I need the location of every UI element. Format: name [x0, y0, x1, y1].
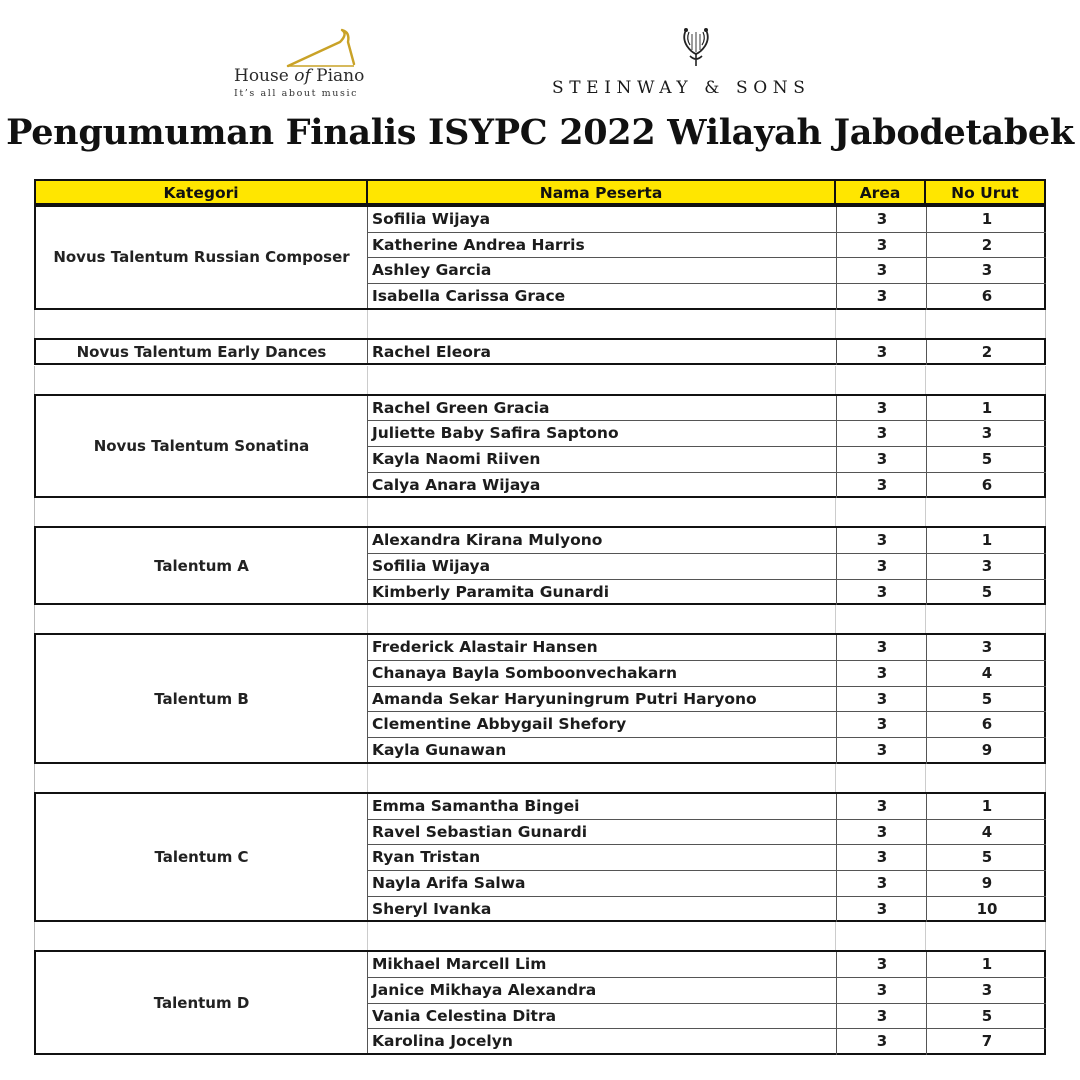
no-urut-value: 3	[926, 421, 1047, 446]
table-row	[368, 897, 1046, 923]
table-row	[368, 738, 1046, 764]
house-of-piano-name: House of Piano	[234, 66, 365, 86]
no-urut-value: 1	[926, 396, 1047, 421]
table-row	[368, 978, 1046, 1004]
column-header-area: Area	[836, 181, 926, 207]
page-title: Pengumuman Finalis ISYPC 2022 Wilayah Jabodetabek	[6, 112, 1074, 153]
participant-name: Vania Celestina Ditra	[372, 1006, 557, 1025]
no-urut-value: 9	[926, 738, 1047, 764]
participant-name: Rachel Green Gracia	[372, 398, 550, 417]
house-of-piano-tagline: It’s all about music	[234, 88, 359, 99]
no-urut-value: 5	[926, 687, 1047, 712]
no-urut-value: 9	[926, 871, 1047, 896]
spacer-row	[34, 764, 1046, 792]
participant-name: Kimberly Paramita Gunardi	[372, 582, 610, 601]
participant-name: Clementine Abbygail Shefory	[372, 715, 627, 734]
area-value: 3	[836, 820, 927, 845]
area-value: 3	[836, 661, 927, 686]
category-group	[34, 205, 1046, 310]
area-value: 3	[836, 635, 927, 660]
participant-name: Nayla Arifa Salwa	[372, 873, 526, 892]
participant-name: Ashley Garcia	[372, 261, 492, 280]
area-value: 3	[836, 687, 927, 712]
participant-name: Kayla Gunawan	[372, 741, 507, 760]
table-row	[368, 580, 1046, 606]
no-urut-value: 5	[926, 580, 1047, 606]
area-value: 3	[836, 845, 927, 870]
lyre-icon	[678, 26, 714, 68]
no-urut-value: 10	[926, 897, 1047, 923]
no-urut-value: 5	[926, 845, 1047, 870]
table-row	[368, 712, 1046, 738]
area-value: 3	[836, 738, 927, 764]
no-urut-value: 3	[926, 978, 1047, 1003]
column-header-kategori: Kategori	[36, 181, 368, 207]
area-value: 3	[836, 952, 927, 977]
category-cell: Talentum C	[36, 794, 368, 921]
table-row	[368, 258, 1046, 284]
no-urut-value: 2	[926, 233, 1047, 258]
area-value: 3	[836, 528, 927, 553]
table-row	[368, 207, 1046, 233]
participant-name: Sofilia Wijaya	[372, 556, 491, 575]
participant-name: Sofilia Wijaya	[372, 210, 491, 228]
category-cell: Talentum B	[36, 635, 368, 762]
area-value: 3	[836, 473, 927, 499]
no-urut-value: 7	[926, 1029, 1047, 1055]
participant-name: Emma Samantha Bingei	[372, 796, 580, 815]
participant-name: Chanaya Bayla Somboonvechakarn	[372, 664, 678, 683]
participant-name: Calya Anara Wijaya	[372, 475, 541, 494]
table-row	[368, 528, 1046, 554]
table-row	[368, 421, 1046, 447]
participant-name: Sheryl Ivanka	[372, 899, 492, 918]
participant-name: Mikhael Marcell Lim	[372, 955, 547, 974]
table-row	[368, 473, 1046, 499]
table-row	[368, 284, 1046, 310]
table-row	[368, 635, 1046, 661]
area-value: 3	[836, 284, 927, 310]
no-urut-value: 5	[926, 447, 1047, 472]
steinway-logo	[540, 26, 860, 101]
table-row	[368, 1029, 1046, 1055]
participant-name: Alexandra Kirana Mulyono	[372, 531, 603, 550]
category-group	[34, 950, 1046, 1055]
no-urut-value: 1	[926, 794, 1047, 819]
area-value: 3	[836, 421, 927, 446]
area-value: 3	[836, 447, 927, 472]
column-header-no-urut: No Urut	[951, 184, 1019, 202]
no-urut-value: 1	[926, 528, 1047, 553]
spacer-row	[34, 605, 1046, 633]
category-cell: Novus Talentum Russian Composer	[36, 207, 368, 308]
participant-name: Katherine Andrea Harris	[372, 235, 585, 254]
table-row	[368, 820, 1046, 846]
category-cell: Novus Talentum Early Dances	[36, 340, 368, 364]
no-urut-value: 2	[926, 340, 1047, 366]
house-of-piano-logo	[230, 28, 380, 104]
participant-name: Isabella Carissa Grace	[372, 287, 566, 306]
no-urut-value: 4	[926, 820, 1047, 845]
table-header	[34, 179, 1046, 205]
category-cell: Talentum D	[36, 952, 368, 1053]
area-value: 3	[836, 233, 927, 258]
table-row	[368, 687, 1046, 713]
area-value: 3	[836, 897, 927, 923]
no-urut-value: 6	[926, 712, 1047, 737]
category-group	[34, 633, 1046, 764]
table-row	[368, 871, 1046, 897]
no-urut-value: 1	[926, 207, 1047, 232]
participant-name: Ryan Tristan	[372, 848, 481, 867]
table-row	[368, 396, 1046, 422]
category-cell: Novus Talentum Sonatina	[36, 396, 368, 497]
area-value: 3	[836, 1004, 927, 1029]
area-value: 3	[836, 871, 927, 896]
spacer-row	[34, 310, 1046, 338]
area-value: 3	[836, 554, 927, 579]
steinway-wordmark: STEINWAY & SONS	[552, 78, 811, 98]
no-urut-value: 5	[926, 1004, 1047, 1029]
no-urut-value: 1	[926, 952, 1047, 977]
category-group	[34, 792, 1046, 923]
table-row	[368, 845, 1046, 871]
spacer-row	[34, 366, 1046, 394]
participant-name: Amanda Sekar Haryuningrum Putri Haryono	[372, 689, 757, 708]
no-urut-value: 6	[926, 473, 1047, 499]
table-row	[368, 233, 1046, 259]
spacer-row	[34, 922, 1046, 950]
area-value: 3	[836, 580, 927, 606]
category-group	[34, 526, 1046, 605]
no-urut-value: 3	[926, 635, 1047, 660]
spacer-row	[34, 498, 1046, 526]
area-value: 3	[836, 978, 927, 1003]
area-value: 3	[836, 712, 927, 737]
table-row	[368, 554, 1046, 580]
table-row	[368, 794, 1046, 820]
column-header-nama-peserta: Nama Peserta	[368, 181, 836, 207]
category-group	[34, 338, 1046, 366]
no-urut-value: 6	[926, 284, 1047, 310]
no-urut-value: 4	[926, 661, 1047, 686]
area-value: 3	[836, 1029, 927, 1055]
category-group	[34, 394, 1046, 499]
area-value: 3	[836, 340, 927, 366]
participant-name: Kayla Naomi Riiven	[372, 449, 541, 468]
table-row	[368, 952, 1046, 978]
area-value: 3	[836, 258, 927, 283]
participant-name: Janice Mikhaya Alexandra	[372, 981, 597, 1000]
participant-name: Frederick Alastair Hansen	[372, 638, 598, 657]
participant-name: Rachel Eleora	[372, 342, 492, 361]
piano-lid-icon	[230, 28, 380, 68]
category-cell: Talentum A	[36, 528, 368, 603]
participant-name: Ravel Sebastian Gunardi	[372, 822, 588, 841]
table-row	[368, 340, 1046, 366]
participant-name: Juliette Baby Safira Saptono	[372, 424, 619, 443]
area-value: 3	[836, 396, 927, 421]
table-row	[368, 1004, 1046, 1030]
area-value: 3	[836, 207, 927, 232]
table-row	[368, 447, 1046, 473]
table-row	[368, 661, 1046, 687]
no-urut-value: 3	[926, 554, 1047, 579]
no-urut-value: 3	[926, 258, 1047, 283]
area-value: 3	[836, 794, 927, 819]
participant-name: Karolina Jocelyn	[372, 1032, 513, 1051]
